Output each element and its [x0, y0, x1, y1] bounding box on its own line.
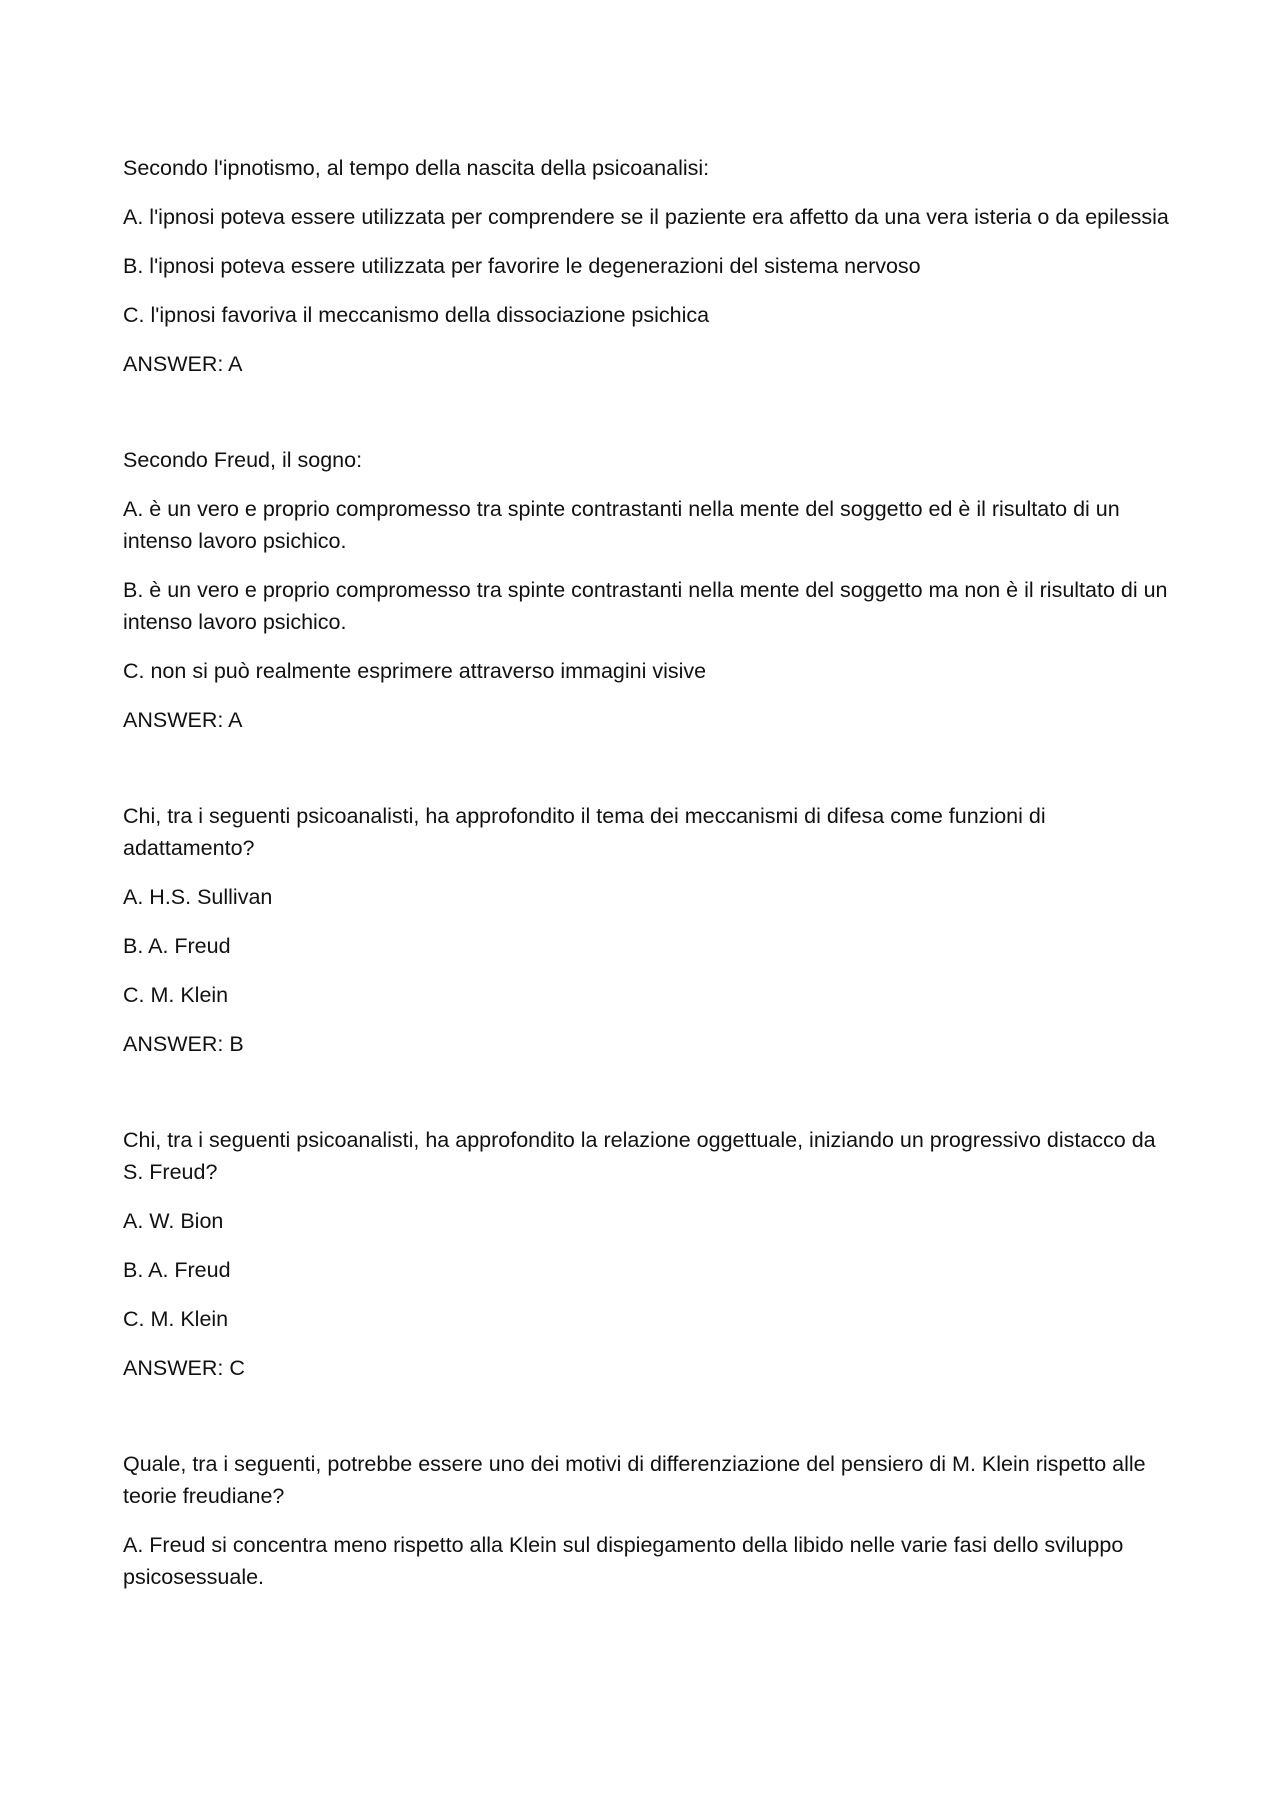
- question-block: [123, 152, 1173, 380]
- question-text: Chi, tra i seguenti psicoanalisti, ha approfondito la relazione oggettuale, iniziando un progressivo distacco da S. Freud?: [123, 1128, 1156, 1184]
- question-block: [123, 1448, 1173, 1593]
- question-block: [123, 1124, 1173, 1384]
- answer-text: ANSWER: C: [123, 1356, 245, 1380]
- question-text: Secondo Freud, il sogno:: [123, 448, 363, 472]
- option-a: A. H.S. Sullivan: [123, 885, 273, 909]
- option-b: B. è un vero e proprio compromesso tra spinte contrastanti nella mente del soggetto ma non è il risultato di un intenso lavoro psichico.: [123, 578, 1168, 634]
- answer-text: ANSWER: B: [123, 1032, 244, 1056]
- option-b: B. A. Freud: [123, 934, 231, 958]
- answer-text: ANSWER: A: [123, 352, 243, 376]
- question-text: Quale, tra i seguenti, potrebbe essere uno dei motivi di differenziazione del pensiero di M. Klein rispetto alle teorie freudiane?: [123, 1452, 1146, 1508]
- option-c: C. l'ipnosi favoriva il meccanismo della dissociazione psichica: [123, 303, 710, 327]
- option-a: A. l'ipnosi poteva essere utilizzata per comprendere se il paziente era affetto da una vera isteria o da epilessia: [123, 205, 1169, 229]
- question-text: Secondo l'ipnotismo, al tempo della nascita della psicoanalisi:: [123, 156, 710, 180]
- option-c: C. M. Klein: [123, 983, 229, 1007]
- question-block: [123, 800, 1173, 1060]
- answer-text: ANSWER: A: [123, 708, 243, 732]
- document-page: [123, 152, 1173, 1657]
- option-c: C. M. Klein: [123, 1307, 229, 1331]
- option-a: A. W. Bion: [123, 1209, 224, 1233]
- option-a: A. Freud si concentra meno rispetto alla Klein sul dispiegamento della libido nelle varie fasi dello sviluppo psicosessuale.: [123, 1533, 1124, 1589]
- option-b: B. l'ipnosi poteva essere utilizzata per favorire le degenerazioni del sistema nervoso: [123, 254, 921, 278]
- question-text: Chi, tra i seguenti psicoanalisti, ha approfondito il tema dei meccanismi di difesa come funzioni di adattamento?: [123, 804, 1046, 860]
- question-block: [123, 444, 1173, 736]
- option-a: A. è un vero e proprio compromesso tra spinte contrastanti nella mente del soggetto ed è il risultato di un intenso lavoro psichico.: [123, 497, 1120, 553]
- option-b: B. A. Freud: [123, 1258, 231, 1282]
- option-c: C. non si può realmente esprimere attraverso immagini visive: [123, 659, 707, 683]
